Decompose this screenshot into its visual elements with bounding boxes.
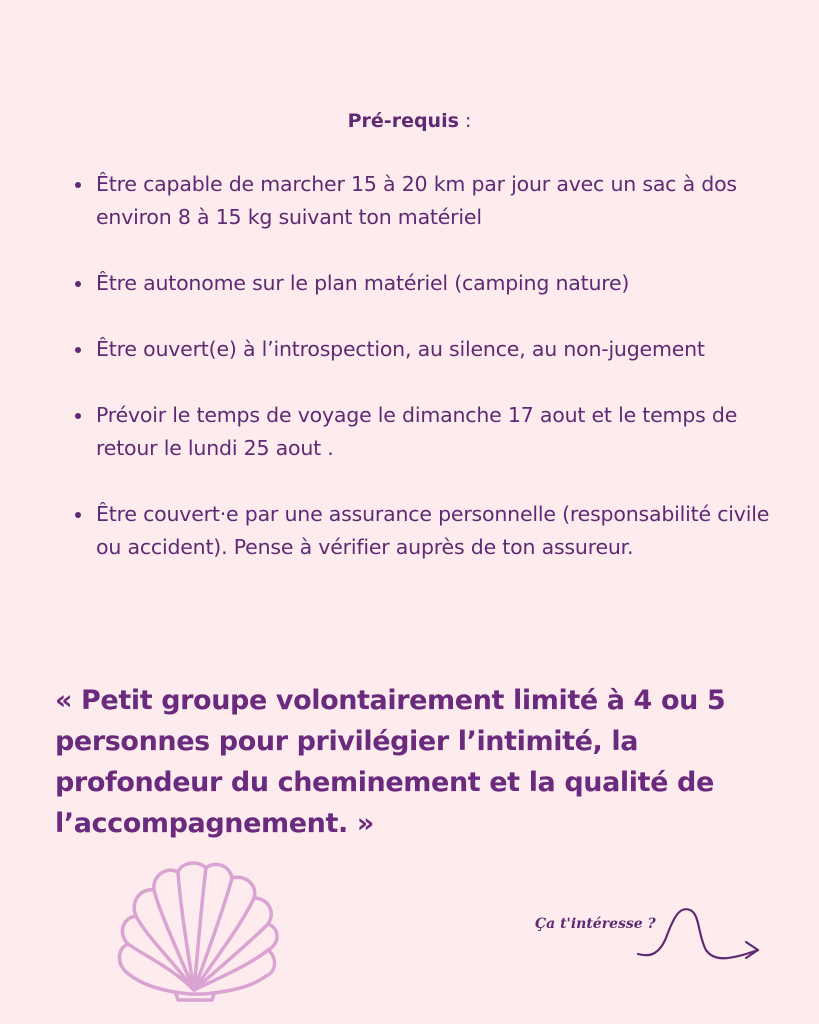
list-item: Prévoir le temps de voyage le dimanche 17 aout et le temps de retour le lundi 25 aout . [96,399,776,465]
curved-arrow-icon [634,902,764,966]
group-quote: « Petit groupe volontairement limité à 4 ou 5 personnes pour privilégier l’intimité, la profondeur du cheminement et la qualité de l’accompagnement. » [55,685,726,839]
heading-title: Pré-requis [347,110,459,132]
scallop-shell-icon [112,858,282,1003]
list-item: Être capable de marcher 15 à 20 km par jour avec un sac à dos environ 8 à 15 kg suivant ton matériel [96,168,776,234]
heading-suffix: : [458,110,472,132]
section-heading [0,106,819,136]
requirements-list [96,168,776,597]
list-item: Être ouvert(e) à l’introspection, au silence, au non-jugement [96,333,776,366]
list-item: Être couvert·e par une assurance personnelle (responsabilité civile ou accident). Pense à vérifier auprès de ton assureur. [96,498,776,564]
cta-text[interactable]: Ça t'intéresse ? [535,916,656,932]
list-item: Être autonome sur le plan matériel (camping nature) [96,267,776,300]
